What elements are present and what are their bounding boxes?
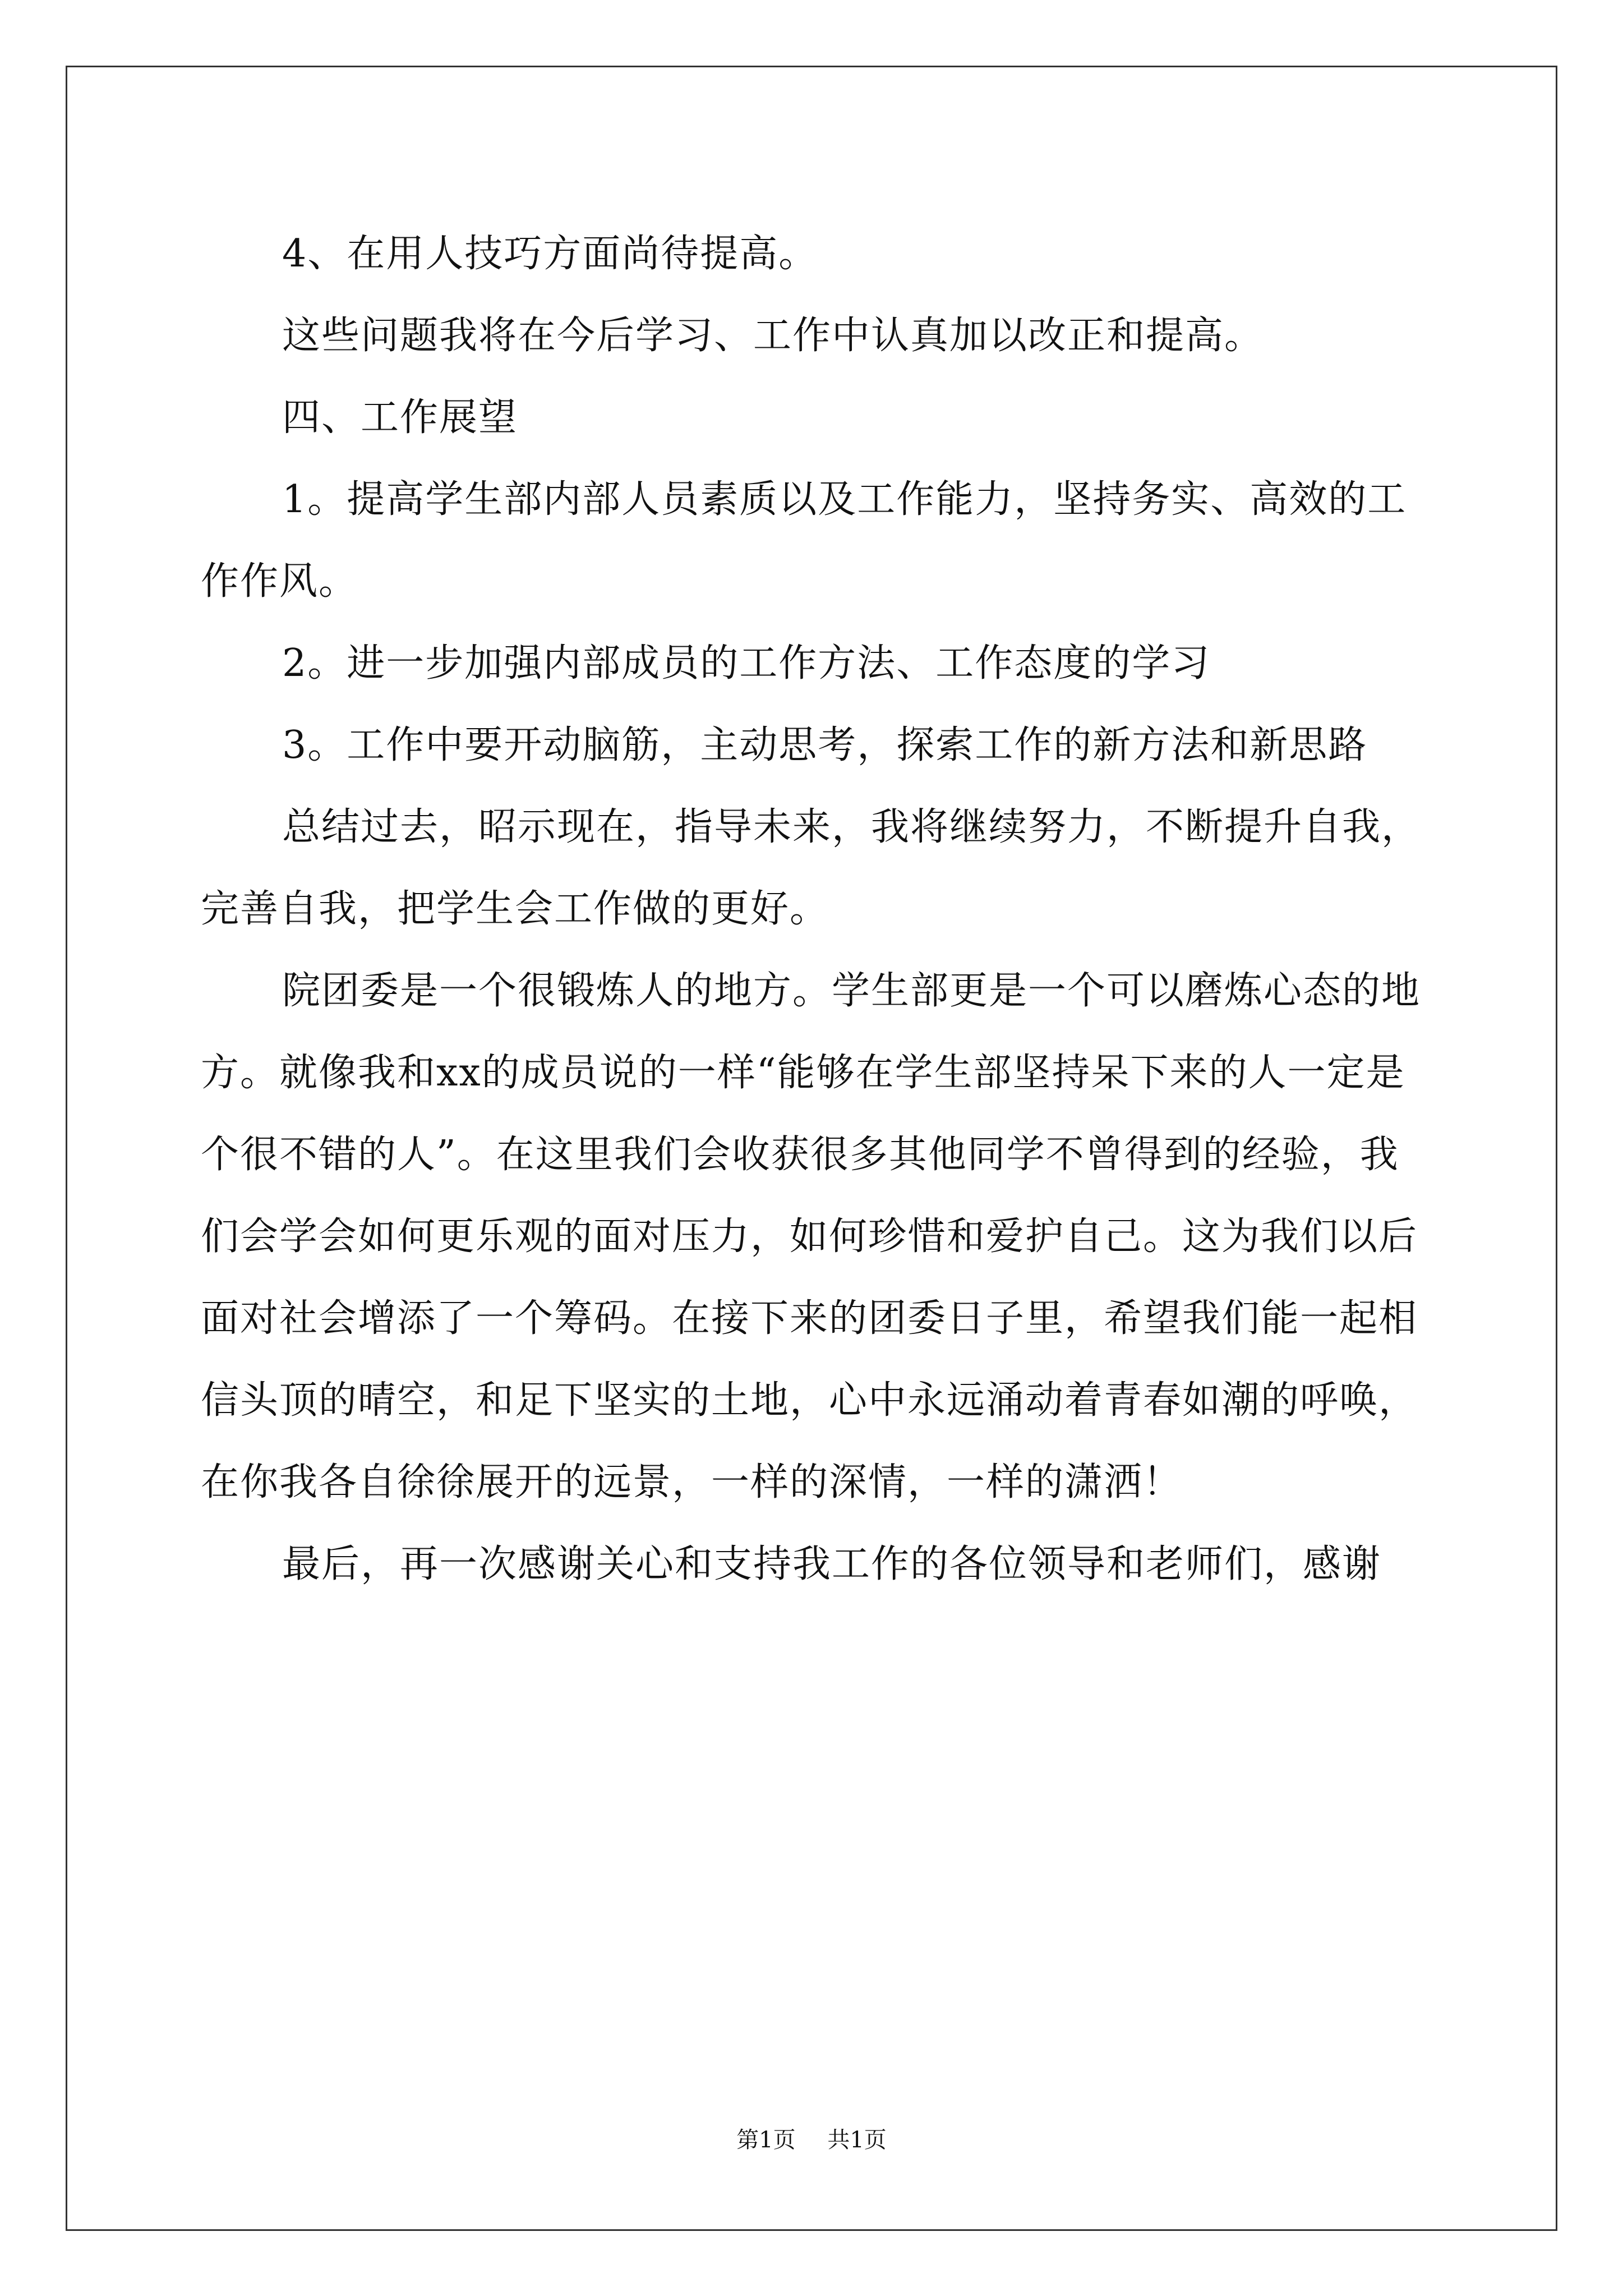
document-body bbox=[201, 0, 1435, 1605]
paragraph-outlook-2: 2。进一步加强内部成员的工作方法、工作态度的学习 bbox=[282, 641, 1211, 685]
section-heading-outlook: 四、工作展望 bbox=[282, 395, 518, 440]
paragraph-outlook-1: 1。提高学生部内部人员素质以及工作能力，坚持务实、高效的工作作风。 bbox=[201, 477, 1407, 604]
paragraph-thanks: 最后，再一次感谢关心和支持我工作的各位领导和老师们，感谢 bbox=[282, 1542, 1382, 1586]
paragraph-problem-4: 4、在用人技巧方面尚待提高。 bbox=[282, 232, 818, 276]
paragraph-improvement: 这些问题我将在今后学习、工作中认真加以改正和提高。 bbox=[282, 314, 1264, 358]
page-footer bbox=[0, 2126, 1623, 2154]
footer-total-pages: 共1页 bbox=[827, 2127, 887, 2153]
paragraph-reflection: 院团委是一个很锻炼人的地方。学生部更是一个可以磨炼心态的地方。就像我和xx的成员说的一样“能够在学生部坚持呆下来的人一定是个很不错的人”。在这里我们会收获很多其他同学不曾得到的经验，我们会学会如何更乐观的面对压力，如何珍惜和爱护自己。这为我们以后面对社会增添了一个筹码。在接下来的团委日子里，希望我们能一起相信头顶的晴空，和足下坚实的土地，心中永远涌动着青春如潮的呼唤，在你我各自徐徐展开的远景，一样的深情，一样的潇洒！ bbox=[201, 969, 1421, 1504]
paragraph-outlook-3: 3。工作中要开动脑筋，主动思考，探索工作的新方法和新思路 bbox=[282, 723, 1368, 767]
footer-current-page: 第1页 bbox=[736, 2127, 796, 2153]
paragraph-summary: 总结过去，昭示现在，指导未来，我将继续努力，不断提升自我，完善自我，把学生会工作做的更好。 bbox=[201, 805, 1421, 931]
